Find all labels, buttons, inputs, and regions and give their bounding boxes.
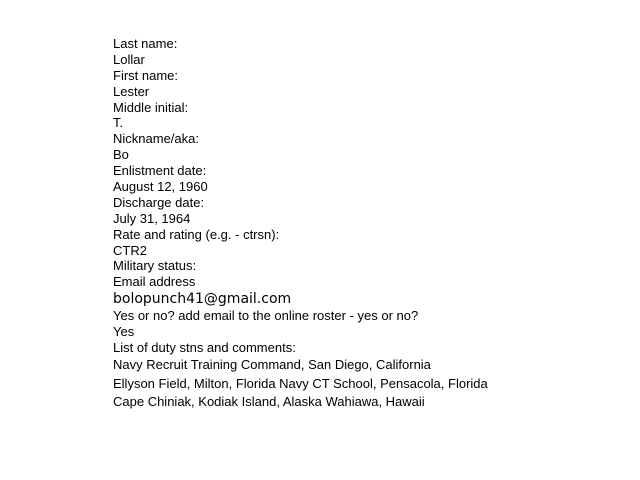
rate-rating-label: Rate and rating (e.g. - ctrsn):: [113, 226, 280, 242]
email-address-value: bolopunch41@gmail.com: [113, 291, 292, 308]
military-status-label: Military status:: [113, 258, 197, 274]
roster-question-label: Yes or no? add email to the online roster - yes or no?: [113, 308, 419, 324]
duty-station-line: Navy Recruit Training Command, San Diego, California: [113, 356, 431, 372]
middle-initial-label: Middle initial:: [113, 99, 189, 115]
last-name-label: Last name:: [113, 36, 178, 51]
duty-station-line: Cape Chiniak, Kodiak Island, Alaska Wahiawa, Hawaii: [113, 394, 425, 410]
nickname-value: Bo: [113, 147, 129, 163]
discharge-date-value: July 31, 1964: [113, 210, 191, 226]
first-name-label: First name:: [113, 67, 179, 83]
last-name-value: Lollar: [113, 51, 145, 67]
rate-rating-value: CTR2: [113, 242, 147, 258]
veteran-record-form: [113, 36, 488, 412]
discharge-date-label: Discharge date:: [113, 194, 205, 210]
middle-initial-value: T.: [113, 115, 124, 131]
duty-stations-list: [113, 356, 488, 412]
email-address-label: Email address: [113, 274, 196, 290]
nickname-label: Nickname/aka:: [113, 131, 199, 147]
first-name-value: Lester: [113, 83, 150, 99]
enlistment-date-value: August 12, 1960: [113, 179, 208, 195]
enlistment-date-label: Enlistment date:: [113, 163, 207, 179]
roster-answer-value: Yes: [113, 324, 135, 340]
duty-stations-label: List of duty stns and comments:: [113, 340, 296, 356]
duty-station-line: Ellyson Field, Milton, Florida Navy CT School, Pensacola, Florida: [113, 375, 488, 391]
